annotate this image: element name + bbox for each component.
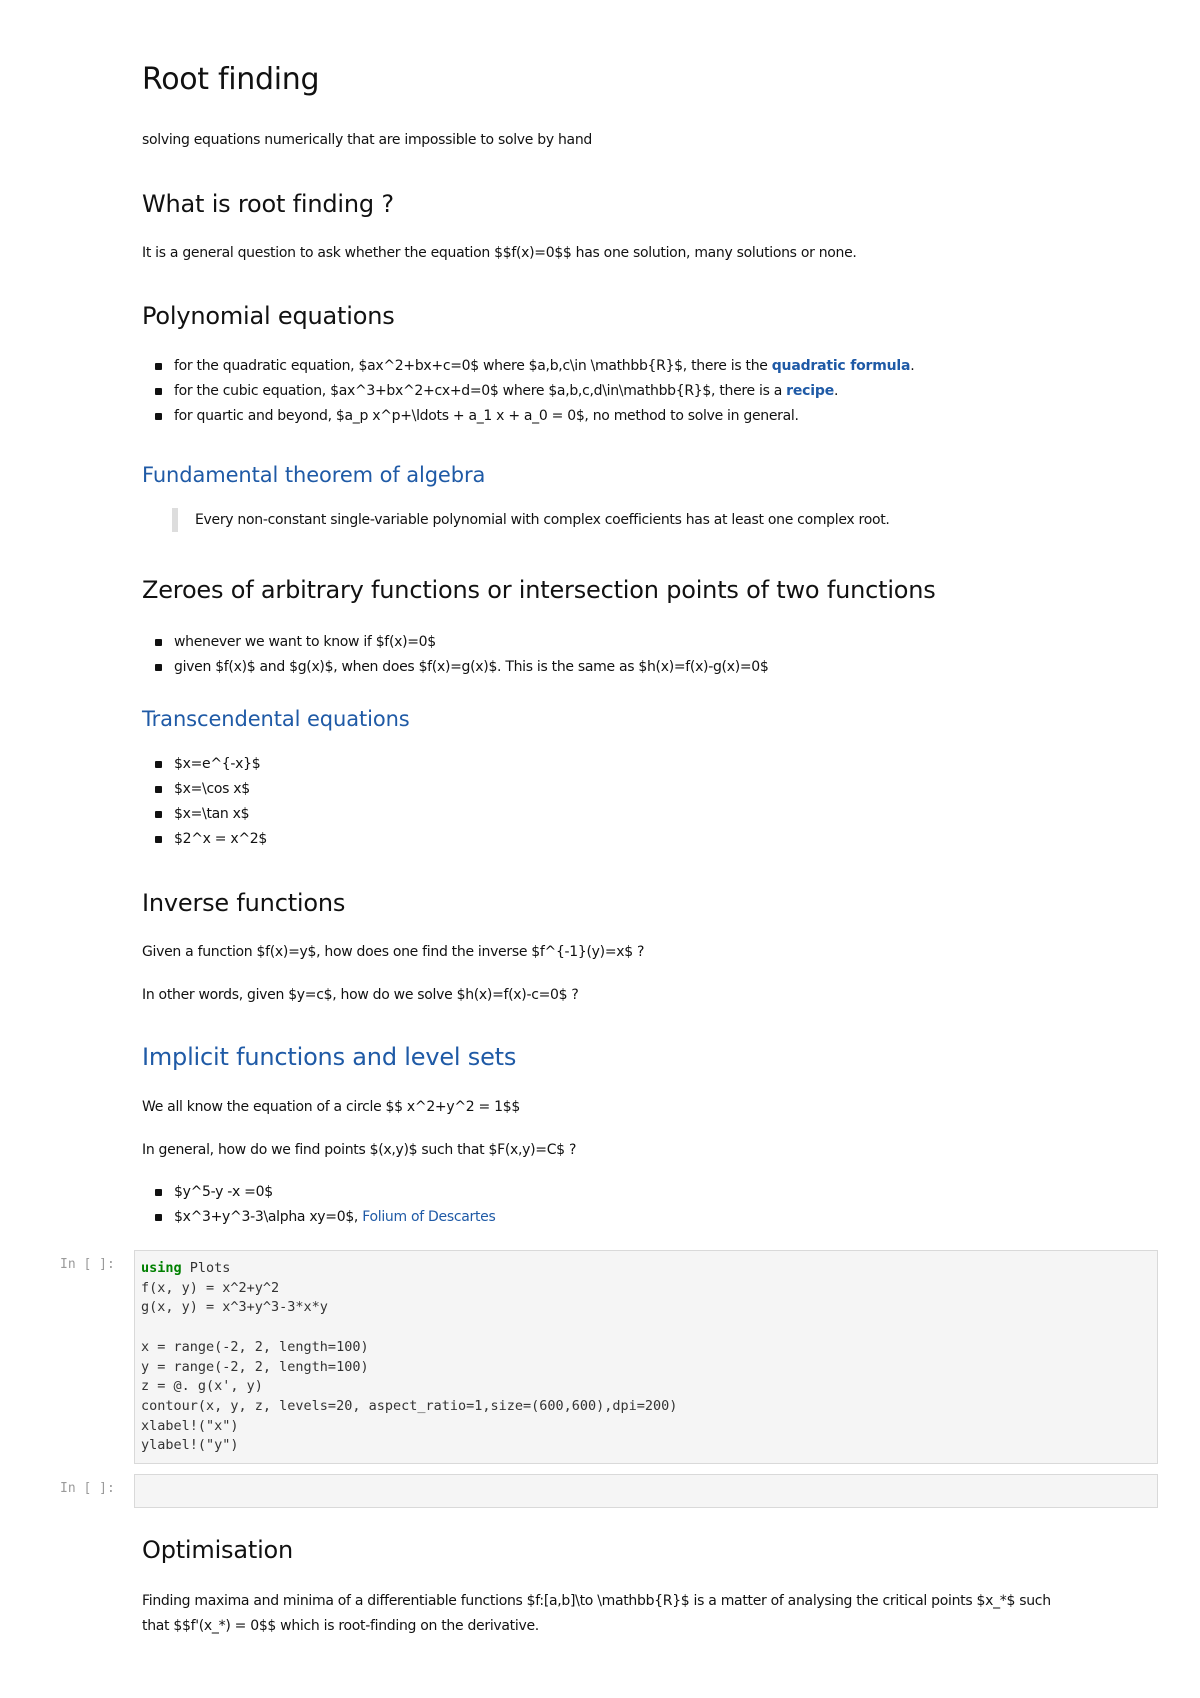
heading-implicit-functions: Implicit functions and level sets <box>142 1043 517 1071</box>
code-line: ylabel!("y") <box>141 1437 239 1454</box>
heading-optimisation: Optimisation <box>142 1536 294 1564</box>
list-item: given $f(x)$ and $g(x)$, when does $f(x)=g(x)$. This is the same as $h(x)=f(x)-g(x)=0$ <box>142 655 1132 680</box>
code-cell[interactable] <box>134 1250 1158 1464</box>
implicit-paragraph-2: In general, how do we find points $(x,y)$ such that $F(x,y)=C$ ? <box>142 1142 577 1158</box>
code-line: x = range(-2, 2, length=100) <box>141 1338 369 1355</box>
list-item: $x^3+y^3-3\alpha xy=0$, Folium of Descartes <box>142 1205 1132 1230</box>
heading-fundamental-theorem: Fundamental theorem of algebra <box>142 463 486 487</box>
heading-polynomial-equations: Polynomial equations <box>142 302 395 330</box>
subtitle: solving equations numerically that are impossible to solve by hand <box>142 132 592 148</box>
polynomial-list <box>142 354 1132 429</box>
list-item: for quartic and beyond, $a_p x^p+\ldots + a_1 x + a_0 = 0$, no method to solve in general. <box>142 404 1132 429</box>
list-item: $x=\cos x$ <box>142 777 1132 802</box>
list-item: whenever we want to know if $f(x)=0$ <box>142 630 1132 655</box>
zeroes-list <box>142 630 1132 680</box>
transcendental-list <box>142 752 1132 852</box>
list-item: $x=\tan x$ <box>142 802 1132 827</box>
code-line: g(x, y) = x^3+y^3-3*x*y <box>141 1299 328 1316</box>
list-item: $2^x = x^2$ <box>142 827 1132 852</box>
list-item: for the cubic equation, $ax^3+bx^2+cx+d=0$ where $a,b,c,d\in\mathbb{R}$, there is a recipe. <box>142 379 1132 404</box>
code-line: y = range(-2, 2, length=100) <box>141 1358 369 1375</box>
code-line: f(x, y) = x^2+y^2 <box>141 1279 280 1296</box>
optimisation-line-1: Finding maxima and minima of a differentiable functions $f:[a,b]\to \mathbb{R}$ is a matter of analysing the critical points $x_*$ such <box>142 1593 1051 1609</box>
list-item: for the quadratic equation, $ax^2+bx+c=0$ where $a,b,c\in \mathbb{R}$, there is the quadratic formula. <box>142 354 1132 379</box>
code-line: xlabel!("x") <box>141 1417 239 1434</box>
optimisation-line-2: that $$f'(x_*) = 0$$ which is root-finding on the derivative. <box>142 1618 539 1634</box>
code-line: contour(x, y, z, levels=20, aspect_ratio=1,size=(600,600),dpi=200) <box>141 1397 678 1414</box>
list-item: $y^5-y -x =0$ <box>142 1180 1132 1205</box>
theorem-quote: Every non-constant single-variable polynomial with complex coefficients has at least one complex root. <box>172 508 1095 532</box>
code-cell-prompt: In [ ]: <box>60 1257 115 1272</box>
code-editor[interactable]: using Plots f(x, y) = x^2+y^2 g(x, y) = x^3+y^3-3*x*y x = range(-2, 2, length=100) y = range(-2, 2, length=100) z = @. g(x', y) contour(x, y, z, levels=20, aspect_ratio=1,size=(600,600),dpi=200) xlabel!("x") ylabel!("y") <box>141 1260 678 1454</box>
inverse-paragraph-2: In other words, given $y=c$, how do we solve $h(x)=f(x)-c=0$ ? <box>142 987 579 1003</box>
quadratic-formula-link[interactable]: quadratic formula <box>771 358 911 374</box>
page-title: Root finding <box>142 62 320 97</box>
inverse-paragraph-1: Given a function $f(x)=y$, how does one find the inverse $f^{-1}(y)=x$ ? <box>142 944 645 960</box>
folium-of-descartes-link[interactable]: Folium of Descartes <box>362 1209 496 1225</box>
heading-what-is-root-finding: What is root finding ? <box>142 190 394 218</box>
heading-inverse-functions: Inverse functions <box>142 889 346 917</box>
code-line: z = @. g(x', y) <box>141 1378 263 1395</box>
implicit-list <box>142 1180 1132 1230</box>
implicit-paragraph-1: We all know the equation of a circle $$ x^2+y^2 = 1$$ <box>142 1099 520 1115</box>
what-is-text: It is a general question to ask whether the equation $$f(x)=0$$ has one solution, many solutions or none. <box>142 245 857 261</box>
heading-zeroes: Zeroes of arbitrary functions or intersection points of two functions <box>142 576 936 604</box>
empty-code-cell[interactable] <box>134 1474 1158 1508</box>
empty-cell-prompt: In [ ]: <box>60 1481 115 1496</box>
list-item: $x=e^{-x}$ <box>142 752 1132 777</box>
recipe-link[interactable]: recipe <box>786 383 834 399</box>
heading-transcendental: Transcendental equations <box>142 707 410 731</box>
